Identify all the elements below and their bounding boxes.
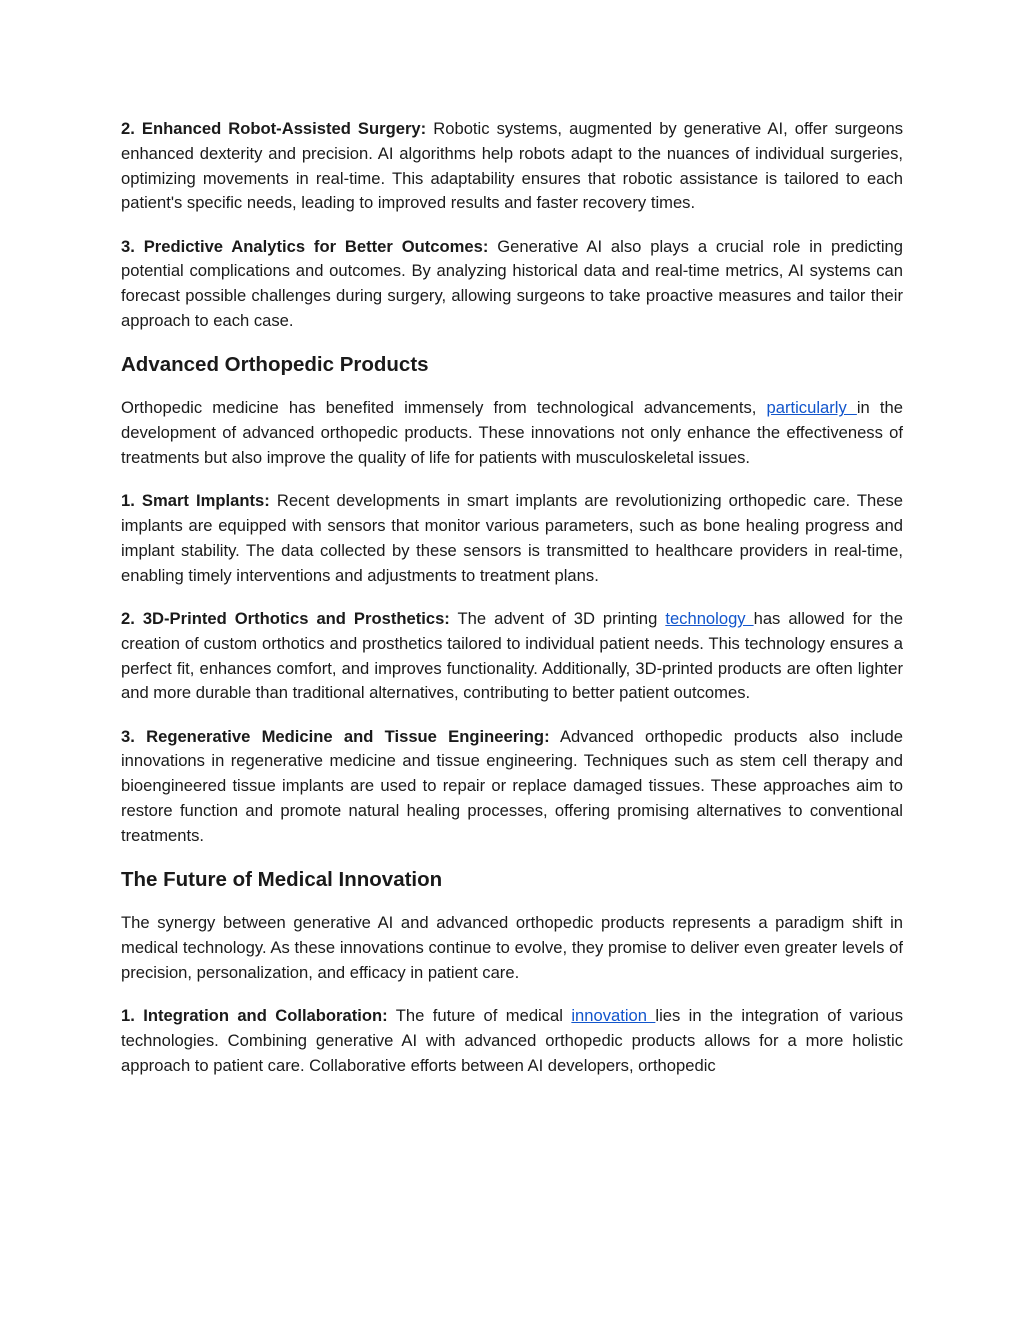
- paragraph-orthopedic-intro: [121, 396, 903, 470]
- link-technology[interactable]: technology: [665, 608, 754, 628]
- paragraph-future-intro: The synergy between generative AI and advanced orthopedic products represents a paradigm shift in medical technology. As these innovations continue to evolve, they promise to deliver even greater levels of precision, personalization, and efficacy in patient care.: [121, 913, 903, 982]
- paragraph-text: The advent of 3D printing: [449, 608, 666, 628]
- paragraph-lead: 1. Integration and Collaboration:: [121, 1006, 388, 1026]
- link-innovation[interactable]: innovation: [571, 1006, 656, 1026]
- paragraph-text: Robotic systems, augmented by generative AI, offer surgeons enhanced dexterity and precision. AI algorithms help robots adapt to the nuances of individual surgeries, optimizing movements in real-time. This adaptability ensures that robotic assistance is tailored to each patient's specific needs, leading to improved results and faster recovery times.: [121, 119, 903, 213]
- paragraph-smart-implants: [121, 489, 903, 588]
- paragraph-text: Recent developments in smart implants are revolutionizing orthopedic care. These implants are equipped with sensors that monitor various parameters, such as bone healing progress and implant stability. The data collected by these sensors is transmitted to healthcare providers in real-time, enabling timely interventions and adjustments to treatment plans.: [121, 491, 903, 585]
- paragraph-robot-assisted-surgery: [121, 117, 903, 216]
- paragraph-text: in the development of advanced orthopedic products. These innovations not only enhance the effectiveness of treatments but also improve the quality of life for patients with musculoskeletal issues.: [121, 398, 903, 467]
- paragraph-text: Generative AI also plays a crucial role in predicting potential complications and outcomes. By analyzing historical data and real-time metrics, AI systems can forecast possible challenges during surgery, allowing surgeons to take proactive measures and tailor their approach to each case.: [121, 236, 903, 331]
- paragraph-text: Orthopedic medicine has benefited immensely from technological advancements,: [121, 398, 767, 418]
- heading-advanced-orthopedic-products: Advanced Orthopedic Products: [121, 353, 429, 377]
- paragraph-text: The future of medical: [387, 1006, 572, 1026]
- paragraph-text: lies in the integration of various technologies. Combining generative AI with advanced orthopedic products allows for a more holistic approach to patient care. Collaborative efforts between AI developers, orthopedic: [121, 1006, 904, 1075]
- paragraph-regenerative-medicine: [121, 725, 903, 849]
- paragraph-lead: 2. 3D-Printed Orthotics and Prosthetics:: [121, 608, 450, 628]
- paragraph-lead: 3. Predictive Analytics for Better Outcomes:: [121, 236, 489, 256]
- paragraph-text: has allowed for the creation of custom orthotics and prosthetics tailored to individual patient needs. This technology ensures a perfect fit, enhances comfort, and improves functionality. Additionally, 3D-printed products are often lighter and more durable than traditional alternatives, contributing to better patient outcomes.: [121, 608, 904, 703]
- paragraph-integration-collaboration: [121, 1004, 903, 1078]
- paragraph-3d-printed-orthotics: [121, 607, 903, 706]
- paragraph-lead: 1. Smart Implants:: [121, 491, 270, 511]
- link-particularly[interactable]: particularly: [766, 398, 857, 418]
- paragraph-predictive-analytics: [121, 235, 903, 334]
- paragraph-lead: 3. Regenerative Medicine and Tissue Engineering:: [121, 726, 550, 746]
- paragraph-text: Advanced orthopedic products also include innovations in regenerative medicine and tissue engineering. Techniques such as stem cell therapy and bioengineered tissue implants are used to repair or replace damaged tissues. These approaches aim to restore function and promote natural healing processes, offering promising alternatives to conventional treatments.: [121, 726, 903, 845]
- paragraph-lead: 2. Enhanced Robot-Assisted Surgery:: [121, 119, 427, 138]
- heading-future-of-medical-innovation: The Future of Medical Innovation: [121, 868, 443, 892]
- document-content: [121, 117, 903, 1078]
